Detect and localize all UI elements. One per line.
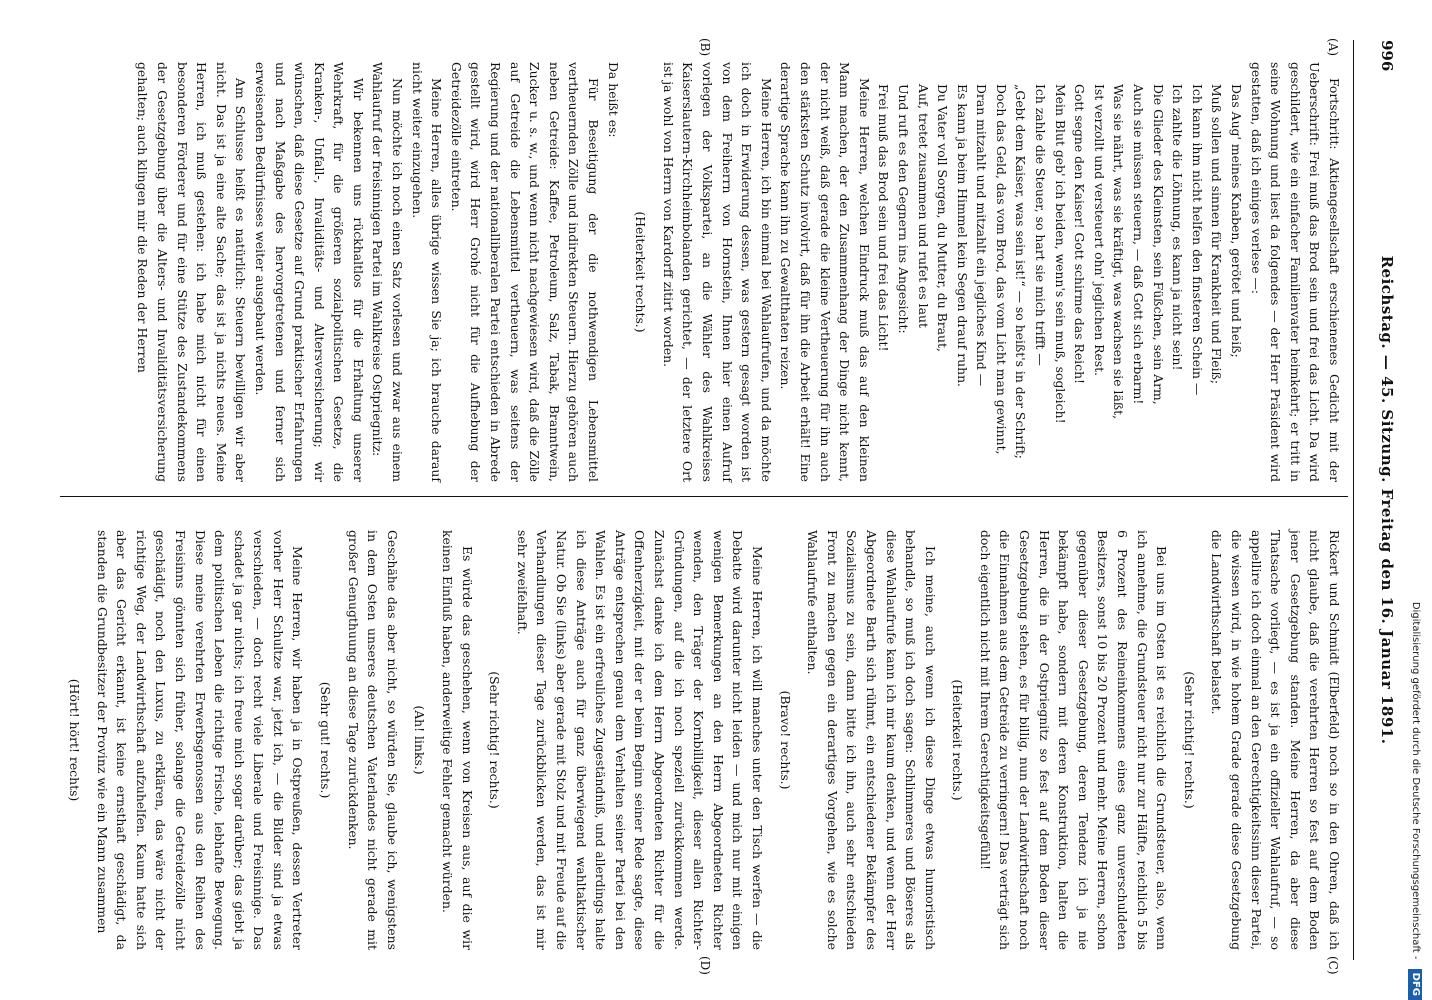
dfg-sidebar — [1398, 0, 1432, 1000]
verse-line: Du Vater voll Sorgen, du Mutter, du Braut, — [935, 84, 951, 352]
paragraph: Wir bekennen uns rückhaltlos für die Erhaltung unserer Wehrkraft, für die größeren sozialpolitischen Gesetze, die Kranken-, Unfall-, Invaliditäts- und Altersversicherung; wir wünschen, daß diese Gesetze auf Grund praktischer Erfahrungen und nach Maßgabe des hervorgetretenen und ferner sich erweisenden Bedürfnisses weiter ausgebaut werden. — [252, 62, 366, 482]
paragraph: Am Schlusse heißt es natürlich: Steuern bewilligen wir aber nicht. Das ist ja eine alte Sache; das ist ja nichts neues. Meine Herren, ich muß gestehen: ich habe mich nicht für einen besonderen Förderer und für eine Stütze des Zustandekommens der Gesetzgebung über die Alters- und Invaliditätsversicherung gehalten; auch klingen mir die Reden der Herren — [135, 62, 249, 482]
paragraph: Rickert und Schmidt (Elberfeld) noch so in den Ohren, daß ich nicht glaube, daß die verehrten Herren so fest auf dem Boden jener Gesetzgebung standen. Meine Herren, da aber diese Thatsache vorliegt, — es ist ja ein offizieller Wahlaufruf, — so appellire ich doch einmal an den Gerechtigkeitssinn dieser Partei, die wissen wird, in wie hohem Grade gerade diese Gesetzgebung die Landwirthschaft belastet. — [1209, 530, 1342, 950]
verse-line: Die Glieder des Kleinsten, sein Füßchen, sein Arm, — [1150, 84, 1166, 405]
verse-line: Gott segne den Kaiser! Gott schirme das Reich! — [1072, 84, 1088, 385]
interjection: (Hört! hört! rechts) — [66, 678, 82, 802]
paragraph: Meine Herren, ich will manches unter den Tisch werfen — die Debatte wird darunter nicht leiden — und mich nur mit einigen wenigen Bemerkungen an den Herrn Abgeordneten Richter wenden, den Träger der Kornbilligkeit, dieser allen Richter-Gründungen, auf die ich noch speziell zurückkommen werde. Zunächst danke ich dem Herrn Abgeordneten Richter für die Offenherzigkeit, mit der er beim Beginn seiner Rede sagte, diese Anträge entsprechen genau dem Verhalten seiner Partei bei den Wahlen. Es ist ein erfreuliches Zugeständniß, und allerdings halte ich diese Anträge auch für ganz überwiegend wahltaktischer Natur. Ob Sie (links) aber gerade mit Stolz und mit Freude auf die Verhandlungen dieser Tage zurückblicken werden, das ist mir sehr zweifelhaft. — [514, 530, 765, 950]
paragraph: Nun möchte ich noch einen Satz vorlesen und zwar aus einem Wahlaufruf der freisinnigen Partei im Wahlkreise Ostpriegnitz: — [370, 62, 406, 482]
verse-line: Muß sollen und sinnen für Krankheit und Fleiß; — [1209, 84, 1225, 385]
paragraph: Meine Herren, wir haben ja in Ostpreußen, dessen Vertreter vorher Herr Schultze war, jetzt ich, — die Bilder sind ja etwas verschieden, — doch recht viele Liberale und Freisinnige. Das schadet ja gar nichts; ich freue mich sogar darüber; das giebt ja dem politischen Leben die richtige Frische, lebhafte Bewegung. Diese meine verehrten Erwerbsgenossen aus den Reihen des Freisinns gönnten sich früher, solange die Getreidezölle nicht geschädigt, noch den Luxus, zu erklären, das wäre nicht der richtige Weg, der Landwirthschaft aufzuhelfen. Kaum hatte sich aber das Gericht erkannt, ist keine ernsthaft geschädigt, da standen die Grundbesitzer der Provinz wie ein Mann zusammen — [94, 530, 306, 950]
interjection: (Heiterkeit rechts.) — [950, 679, 966, 801]
verse-line: Und ruft es den Gegnern ins Angesicht: — [895, 84, 911, 334]
verse-line: Das Aug' meines Knaben, gerötet und heiß; — [1229, 84, 1245, 358]
page-header — [1368, 40, 1398, 960]
paragraph: Für Beseitigung der die nothwendigen Lebensmittel vertheuernden Zölle und indirekten Steuern. Hierzu gehören auch neben Getreide: Kaffee, Petroleum, Salz, Tabak, Branntwein, Zucker u. s. w., und wenn nicht nachgewiesen wird, daß die Zölle auf Getreide die Lebensmittel vertheuern, was seitens der Regierung und der nationalliberalen Partei entschieden in Abrede gestellt wird, wird Herr Grohé nicht für die Aufhebung der Getreidezölle eintreten. — [448, 62, 602, 482]
verse-line: Es kann ja beim Himmel kein Segen drauf ruhn. — [954, 84, 970, 387]
dfg-credit-text: Digitalisierung gefördert durch die Deutsche Forschungsgemeinschaft - — [1410, 601, 1421, 960]
verse-line: Was sie nährt, was sie kräftigt, was wachsen sie läßt, — [1111, 84, 1127, 420]
verse-line: Ist verzollt und versteuert ohn' jeglichen Rest. — [1091, 84, 1107, 377]
verse-line: Doch das Geld, das vom Brod, das vom Licht man gewinnt, — [993, 84, 1009, 455]
verse-line: Ich kann ihm nicht helfen den finsteren Schein — — [1189, 84, 1205, 396]
verse-line: Ich zahle die Steuer, so hart sie mich trifft — — [1033, 84, 1049, 366]
interjection: (Ah! links.) — [412, 705, 428, 775]
interjection: (Sehr gut! rechts.) — [318, 681, 334, 799]
paragraph: Fortschritt: Aktiengesellschaft erschienenes Gedicht mit der Ueberschrift: Frei muß das Brod sein und frei das Licht. Da wird geschildert, wie ein einfacher Familienvater heimkehrt; er tritt in seine Wohnung und liest da folgendes — der Herr Präsident wird gestatten, daß ich einiges verlese —: — [1248, 62, 1342, 482]
left-column — [133, 62, 1344, 482]
interjection: (Sehr richtig! rechts.) — [1181, 671, 1197, 809]
verse-line: Ich zahlte die Löhnung, es kann ja nicht sein! — [1170, 84, 1186, 371]
dfg-credit — [1398, 0, 1432, 1000]
margin-marker-c: (C) — [1326, 956, 1340, 975]
paragraph: Es würde das geschehen, wenn von Kreisen aus, auf die wir keinen Einfluß haben, anderweitige Fehler gemacht würden. — [440, 530, 475, 950]
column-divider — [60, 496, 1348, 497]
paragraph: Bei uns im Osten ist es reichlich die Grundsteuer, also, wenn ich annehme, die Grundsteuer nicht nur zur Hälfte, reichlich 5 bis 6 Prozent des Reineinkommens eines ganz unverschuldeten Besitzers, sonst 10 bis 20 Prozent und mehr. Meine Herren, schon gegenüber dieser Gesetzgebung, deren Tendenz ich ja nie bekämpft habe, sondern mit deren Konstruktion, halten die Herren, die in der Ostpriegnitz so fest auf dem Boden dieser Gesetzgebung stehen, es für billig, nun der Landwirthschaft noch die Einnahmen aus dem Getreide zu verringern! Das verträgt sich doch eigentlich nicht mit Ihrem Gerechtigkeitsgefühl! — [977, 530, 1170, 950]
verse-line: Mein Blut geb' ich beiden, wenn's sein muß, sogleich! — [1052, 84, 1068, 424]
verse-line: Frei muß das Brod sein und frei das Licht! — [876, 84, 892, 352]
page-title: Reichstag. — 45. Sitzung. Freitag den 16. Januar 1891. — [1378, 255, 1396, 745]
margin-marker-d: (D) — [698, 956, 712, 975]
verse-line: „Gebt dem Kaiser, was sein ist!“ — so heißt's in der Schrift; — [1013, 84, 1029, 459]
paragraph: Meine Herren, alles übrige wissen Sie ja; ich brauche darauf nicht weiter einzugehen. — [409, 62, 445, 482]
verse-line: Dran mitzahlt und mitzahlt ein jegliches Kind — — [974, 84, 990, 387]
page-number: 996 — [1378, 40, 1396, 72]
verse-line: Auf, tretet zusammen und rufet es laut — [915, 84, 931, 328]
verse-line: Auch sie müssen steuern, — daß Gott sich erbarm! — [1131, 84, 1147, 405]
paragraph: Geschähe das aber nicht, so würden Sie, glaube ich, wenigstens in dem Osten unseres deutschen Vaterlandes nicht gerade mit großer Genugthuung an diese Tage zurückdenken. — [345, 530, 400, 950]
interjection: (Sehr richtig! rechts.) — [487, 671, 503, 809]
dfg-logo: DFG — [1408, 969, 1422, 1000]
paragraph: Meine Herren, ich bin einmal bei Wahlaufrufen, und da möchte ich doch in Erwiderung dessen, was gestern gesagt worden ist von dem Freiherrn von Hornstein, Ihnen hier einen Aufruf vorlegen der Volkspartei, an die Wähler des Wahlkreises Kaiserslautern-Kirchheimbolanden gerichtet, — der letztere Ort ist ja wohl von Herrn von Kardorff zitirt worden. — [660, 62, 774, 482]
header-rule — [1353, 40, 1354, 960]
interjection: (Heiterkeit rechts.) — [633, 211, 649, 333]
right-column — [56, 530, 1344, 950]
interjection: (Bravo! rechts.) — [777, 690, 793, 790]
paragraph: Ich meine, auch wenn ich diese Dinge etwas humoristisch behandle, so muß ich doch sagen: Schlimmeres und Böseres als diese Wahlaufrufe kann ich mir kaum denken, und wenn der Herr Abgeordnete Barth sich rühmt, ein entschiedener Bekämpfer des Sozialismus zu sein, dann bitte ich ihn, auch sehr entschieden Front zu machen gegen ein derartiges Vorgehen, wie es solche Wahlaufrufe enthalten. — [805, 530, 938, 950]
margin-marker-b: (B) — [698, 38, 712, 57]
paragraph: Meine Herren, welchen Eindruck muß das auf den kleinen Mann machen, der den Zusammenhang der Dinge nicht kennt, der nicht weiß, daß gerade die kleine Vertheuerung für ihn auch den stärksten Schutz involvirt, daß für ihn die Arbeit erhält! Eine derartige Sprache kann ihn zu Gewaltthaten reizen. — [778, 62, 872, 482]
paragraph: Da heißt es: — [605, 62, 621, 138]
margin-marker-a: (A) — [1326, 38, 1340, 57]
